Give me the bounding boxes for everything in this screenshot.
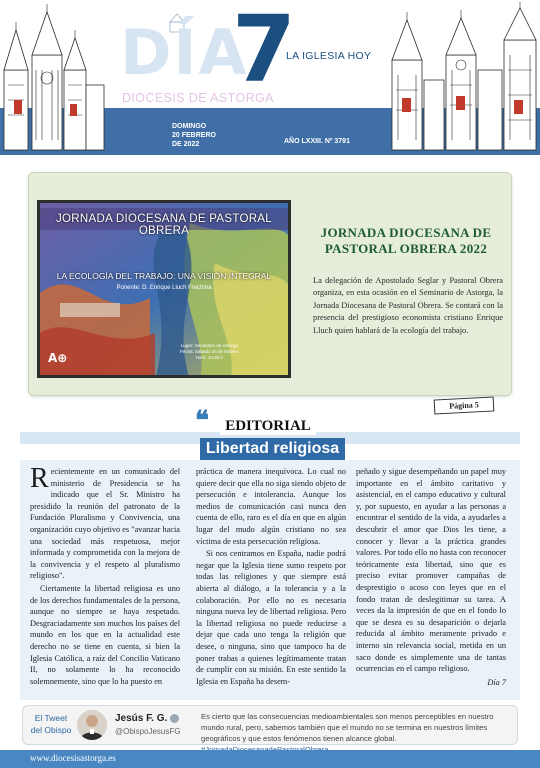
editorial-signature: Día 7: [487, 677, 506, 687]
avatar: [77, 710, 107, 740]
poster-time: Hora: 10:30 h: [195, 355, 223, 360]
bishop-portrait-icon: [77, 710, 107, 740]
poster-speaker: Ponente: D. Enrique Lluch Frechina: [116, 285, 212, 291]
tweet-section-label: [29, 712, 73, 736]
poster-date: Fecha: Sábado 26 de febrero: [180, 349, 239, 354]
drop-cap: R: [30, 463, 49, 494]
tweet-text: [201, 711, 511, 755]
issue-date: [172, 122, 216, 149]
editorial-paragraph: práctica de manera inequívoca. Lo cual no quiere decir que ella no siga siendo objeto de persecución e intolerancia. Aunque los medios de comunicación casi nunca den cuenta de ello, raro es el día en que en algún lugar del mudo algún cristiano no sea víctima de esta persecución religiosa.: [196, 467, 346, 546]
website-link[interactable]: www.diocesisastorga.es: [30, 753, 116, 763]
paragraph-text: ecientemente en un comunicado del ministerio de Presidencia se ha indicado que el Sr. Ministro ha presidido la reunión del patronato de la Fundación Pluralismo y Convivencia, una organización cuyo objetivo es "avanzar hacia una sociedad más respetuosa, mejor informada y comprometida con la mejora de la convivencia y el respeto al pluralismo religioso".: [30, 467, 180, 581]
editorial-label: EDITORIAL: [220, 418, 316, 435]
poster-logo: A⊕: [48, 351, 68, 365]
page-reference: Página 5: [434, 396, 495, 414]
poster-place: Lugar: Seminario de Astorga: [180, 343, 238, 348]
tweet-label-line2: del Obispo: [30, 725, 72, 735]
feature-box: [28, 172, 512, 411]
feature-body: La delegación de Apostolado Seglar y Pastoral Obrera organiza, en esta ocasión en el Seminario de Astorga, la Jornada Diocesana de Pastoral Obrera. Se contará con la presencia del prestigioso economista cristiano Enrique Lluch quien hablará de la ecología del trabajo.: [313, 276, 503, 335]
poster-subtitle: LA ECOLOGÍA DEL TRABAJO: UNA VISIÓN INTEGRAL: [56, 271, 272, 281]
editorial-paragraph: Si nos centramos en España, nadie podrá negar que la Iglesia tiene sumo respeto por todas las religiones y que siempre está abierta al diálogo, a la tolerancia y a la colaboración. Por ello no es necesaria ninguna nueva ley de libertad religiosa. Pero la libertad religiosa no puede reducirse a dejar que cada uno tenga la religión que desee, o ninguna, sino que tampoco ha de poner trabas a quienes legítimamente tratan de cumplir con su misión. En este sentido la Iglesia en España ha desem-: [196, 549, 346, 686]
date-year: DE 2022: [172, 141, 200, 148]
masthead: [0, 0, 540, 155]
tweet-label-line1: El Tweet: [34, 713, 68, 723]
editorial-paragraph: Ciertamente la libertad religiosa es uno de los derechos fundamentales de la persona, aunque no siempre se haya respetado. Desgraciadamente son muchos los países del mundo en los que en la actualidad este derecho no se tiene en cuenta, si bien la Iglesia Católica, a raíz del Concilio Vaticano II, no solamente lo ha reconocido solemnemente, sino que lo ha puesto en: [30, 583, 180, 686]
quote-icon: ❝: [195, 406, 209, 436]
logo-dia: DÍA: [120, 16, 249, 89]
verified-icon: [170, 714, 179, 723]
editorial-column-1: [30, 463, 180, 688]
editorial-paragraph: [30, 463, 180, 582]
issue-number: AÑO LXXIII. Nº 3791: [284, 138, 350, 145]
tagline: LA IGLESIA HOY: [286, 50, 372, 62]
poster-title: JORNADA DIOCESANA DE PASTORAL OBRERA: [56, 213, 272, 237]
footer-bar: [0, 750, 540, 768]
editorial-paragraph: peñado y sigue desempeñando un papel muy importante en el ámbito caritativo y asistencial, en el campo educativo y cultural y, por supuesto, en ayudar a las personas a encontrar el sentido de la vida, a ayudarles a descubrir el amor que Dios les tiene, a conocer y llevar a la práctica grandes valores. Por todo ello no hasta con reconocer teóricamente esta libertad, sino que es preciso evitar promover campañas de desprestigio o acoso con leyes que en el fondo tratan de deslegitimar su tarea. A veces da la impresión de que en el fondo lo que se desea es su desaparición o dejarla reducida al ámbito meramente privado e interno sin relevancia social, metida en un saco donde es simplemente una de tantas ocurrencias en el campo religioso.: [356, 467, 506, 674]
feature-title: JORNADA DIOCESANA DE PASTORAL OBRERA 2022: [320, 225, 492, 256]
bishop-tweet: [22, 705, 518, 745]
editorial-column-3: [356, 466, 506, 688]
editorial-title: Libertad religiosa: [200, 438, 345, 460]
event-poster: [37, 200, 291, 378]
diocese-name: DIOCESIS DE ASTORGA: [122, 91, 274, 105]
date-day: DOMINGO: [172, 123, 207, 130]
tweet-body: Es cierto que las consecuencias medioambientales son menos perceptibles en nuestro mundo rural, pero, sabemos también que el mundo no se termina en nuestros límites geográficos y que estos fenómenos tienen alcance global.: [201, 712, 494, 743]
tweet-author-name: Jesús F. G.: [115, 713, 168, 724]
date-month: 20 FEBRERO: [172, 132, 216, 139]
poster-event-info: [180, 343, 239, 361]
tweet-author-handle: @ObispoJesusFG: [115, 727, 181, 736]
editorial-column-2: [196, 466, 346, 688]
logo-number: 7: [232, 0, 297, 103]
